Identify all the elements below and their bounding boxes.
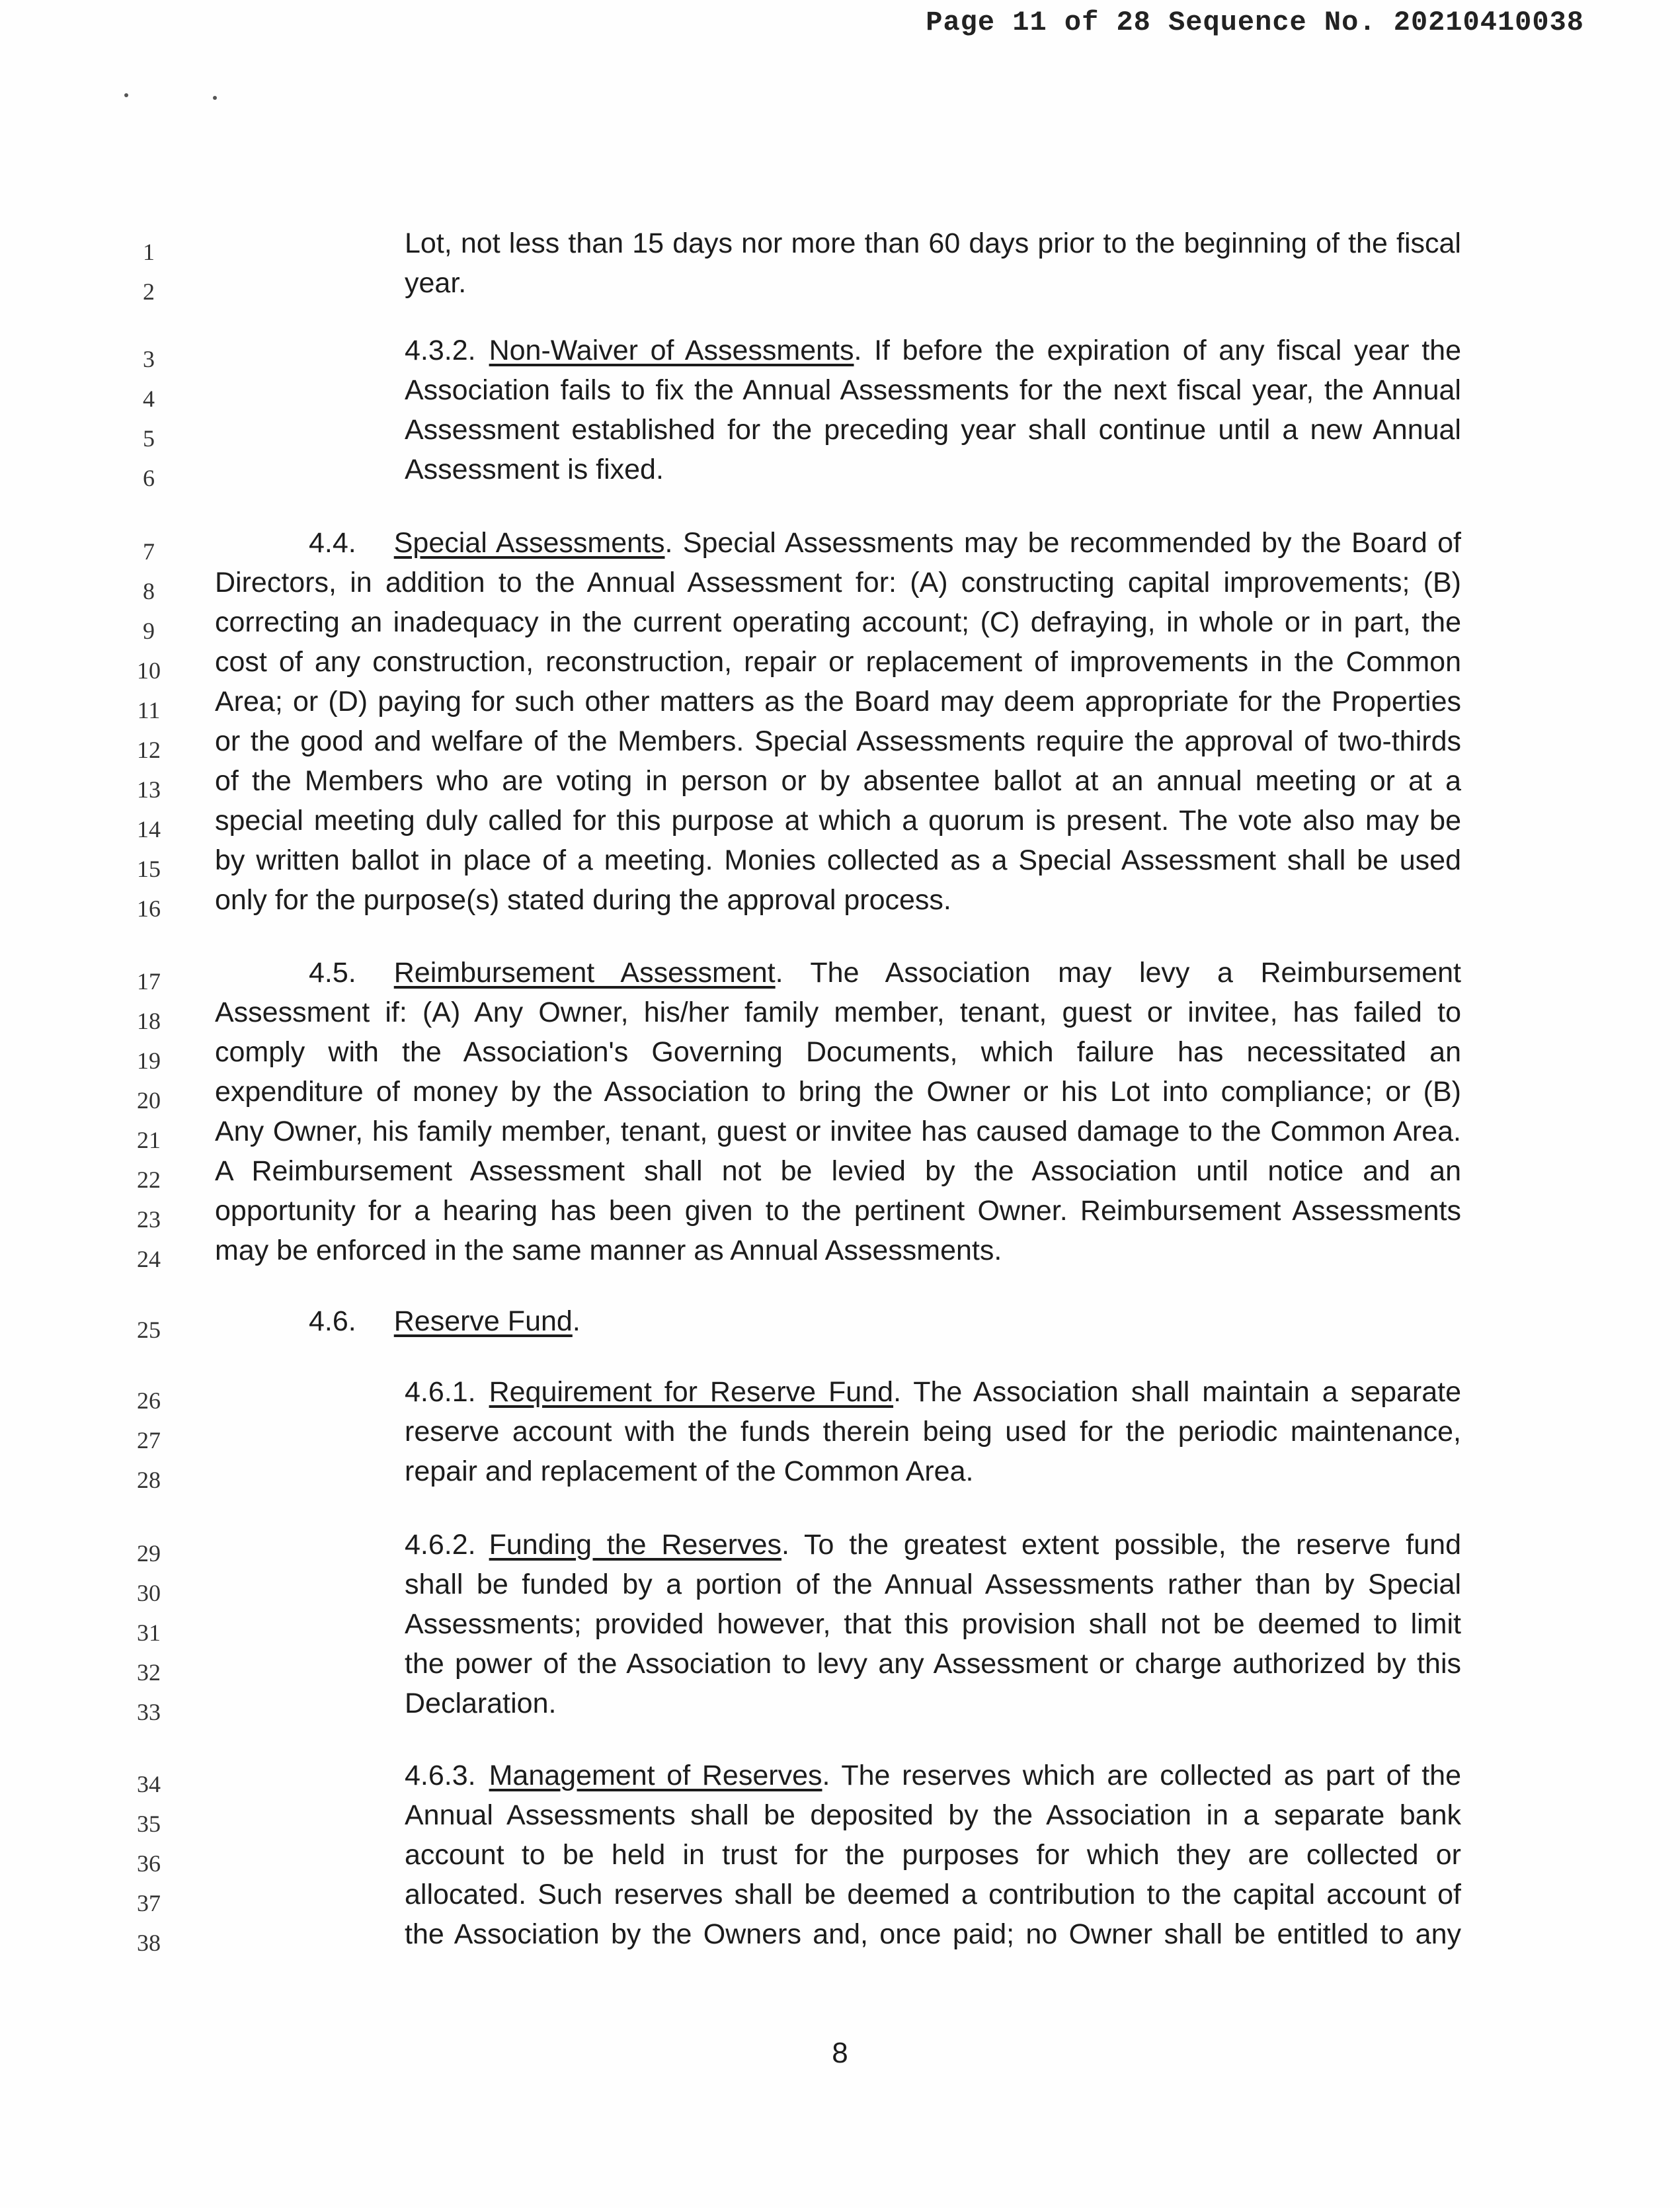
line-number: 36	[137, 1850, 161, 1877]
section-number: 4.6.	[309, 1305, 356, 1337]
section-heading-4-5	[215, 959, 1461, 987]
section-title: Reserve Fund	[393, 1305, 573, 1337]
line-number: 11	[137, 697, 161, 723]
line-number: 27	[137, 1427, 161, 1453]
text-line: Assessment established for the preceding year shall continue until a new Annual	[405, 414, 1461, 446]
line-number: 18	[137, 1008, 161, 1034]
text-line: comply with the Association's Governing Documents, which failure has necessitated an	[215, 1036, 1461, 1068]
line-number: 8	[143, 578, 155, 604]
section-text: . The Association may levy a Reimbursement	[775, 957, 1461, 989]
section-title: Requirement for Reserve Fund	[489, 1376, 894, 1408]
text-line: Assessment is fixed.	[405, 454, 664, 485]
scan-speck	[124, 93, 128, 97]
line-number: 35	[137, 1811, 161, 1837]
section-text: . Special Assessments may be recommended by the Board of	[664, 527, 1461, 559]
section-title: Special Assessments	[393, 527, 665, 559]
line-number: 13	[137, 776, 161, 803]
section-text: . To the greatest extent possible, the reserve fund	[781, 1529, 1461, 1561]
text-line: may be enforced in the same manner as Annual Assessments.	[215, 1235, 1002, 1266]
scan-speck	[213, 96, 217, 100]
line-number: 38	[137, 1930, 161, 1956]
text-line: Association fails to fix the Annual Assessments for the next fiscal year, the Annual	[405, 374, 1461, 406]
section-number: 4.3.2.	[405, 335, 476, 366]
text-line: opportunity for a hearing has been given to the pertinent Owner. Reimbursement Assessments	[215, 1195, 1461, 1227]
text-line: the Association by the Owners and, once paid; no Owner shall be entitled to any	[405, 1918, 1461, 1950]
text-line: Any Owner, his family member, tenant, guest or invitee has caused damage to the Common Area.	[215, 1116, 1461, 1147]
text-line: the power of the Association to levy any Assessment or charge authorized by this	[405, 1648, 1461, 1680]
line-number: 30	[137, 1580, 161, 1606]
text-line: reserve account with the funds therein being used for the periodic maintenance,	[405, 1416, 1461, 1448]
section-number: 4.6.1.	[405, 1376, 476, 1408]
line-number: 16	[137, 895, 161, 922]
section-title: Non-Waiver of Assessments	[489, 335, 854, 366]
page-header: Page 11 of 28 Sequence No. 20210410038	[926, 7, 1584, 38]
line-number: 15	[137, 856, 161, 882]
section-heading-4-6	[215, 1307, 580, 1336]
line-number: 23	[137, 1206, 161, 1233]
line-number: 9	[143, 618, 155, 644]
line-number: 33	[137, 1699, 161, 1725]
line-number: 7	[143, 538, 155, 565]
section-number: 4.6.2.	[405, 1529, 476, 1561]
line-number: 28	[137, 1467, 161, 1493]
line-number: 34	[137, 1771, 161, 1797]
section-text: . If before the expiration of any fiscal year the	[854, 335, 1462, 366]
text-line: account to be held in trust for the purposes for which they are collected or	[405, 1839, 1461, 1871]
page-number: 8	[832, 2037, 848, 2069]
line-number: 6	[143, 465, 155, 491]
line-number: 20	[137, 1087, 161, 1114]
text-line: shall be funded by a portion of the Annual Assessments rather than by Special	[405, 1569, 1461, 1600]
line-number: 25	[137, 1317, 161, 1343]
text-line: Annual Assessments shall be deposited by the Association in a separate bank	[405, 1799, 1461, 1831]
section-title: Reimbursement Assessment	[393, 957, 776, 989]
line-number: 1	[143, 239, 155, 265]
section-text: . The Association shall maintain a separate	[893, 1376, 1462, 1408]
section-text: .	[572, 1305, 580, 1337]
line-number: 26	[137, 1387, 161, 1414]
text-line: special meeting duly called for this purpose at which a quorum is present. The vote also may be	[215, 805, 1461, 837]
line-number: 4	[143, 386, 155, 412]
text-line: by written ballot in place of a meeting. Monies collected as a Special Assessment shall be used	[215, 844, 1461, 876]
line-number: 14	[137, 816, 161, 842]
section-title: Funding the Reserves	[489, 1529, 782, 1561]
section-text: . The reserves which are collected as part of the	[822, 1760, 1461, 1791]
section-heading-4-3-2	[405, 337, 1461, 365]
line-number: 22	[137, 1166, 161, 1193]
section-heading-4-6-3	[405, 1762, 1461, 1790]
line-number: 5	[143, 425, 155, 452]
line-number: 37	[137, 1890, 161, 1916]
line-number: 24	[137, 1246, 161, 1272]
text-line: or the good and welfare of the Members. Special Assessments require the approval of two-thirds	[215, 725, 1461, 757]
line-number: 10	[137, 657, 161, 684]
line-number: 3	[143, 346, 155, 372]
text-line: Assessments; provided however, that this provision shall not be deemed to limit	[405, 1608, 1461, 1640]
text-line: year.	[405, 267, 467, 299]
text-line: only for the purpose(s) stated during the approval process.	[215, 884, 951, 916]
text-line: correcting an inadequacy in the current operating account; (C) defraying, in whole or in part, the	[215, 606, 1461, 638]
section-heading-4-6-1	[405, 1378, 1461, 1407]
section-heading-4-6-2	[405, 1531, 1461, 1559]
text-line: Lot, not less than 15 days nor more than 60 days prior to the beginning of the fiscal	[405, 227, 1461, 259]
text-line: allocated. Such reserves shall be deemed a contribution to the capital account of	[405, 1879, 1461, 1910]
line-number: 2	[143, 278, 155, 305]
line-number: 12	[137, 737, 161, 763]
line-number: 17	[137, 968, 161, 995]
section-number: 4.6.3.	[405, 1760, 476, 1791]
section-heading-4-4	[215, 529, 1461, 557]
text-line: cost of any construction, reconstruction, repair or replacement of improvements in the Common	[215, 646, 1461, 678]
line-number: 19	[137, 1047, 161, 1074]
text-line: A Reimbursement Assessment shall not be levied by the Association until notice and an	[215, 1155, 1461, 1187]
section-title: Management of Reserves	[489, 1760, 822, 1791]
text-line: Directors, in addition to the Annual Assessment for: (A) constructing capital improvements; (B)	[215, 567, 1461, 598]
section-number: 4.4.	[309, 527, 356, 559]
text-line: Declaration.	[405, 1688, 557, 1719]
text-line: expenditure of money by the Association to bring the Owner or his Lot into compliance; or (B)	[215, 1076, 1461, 1108]
text-line: Assessment if: (A) Any Owner, his/her family member, tenant, guest or invitee, has failed to	[215, 997, 1461, 1028]
text-line: repair and replacement of the Common Area.	[405, 1455, 974, 1487]
line-number: 29	[137, 1540, 161, 1567]
text-line: Area; or (D) paying for such other matters as the Board may deem appropriate for the Properties	[215, 686, 1461, 717]
line-number: 31	[137, 1619, 161, 1646]
text-line: of the Members who are voting in person or by absentee ballot at an annual meeting or at a	[215, 765, 1461, 797]
line-number: 21	[137, 1127, 161, 1153]
section-number: 4.5.	[309, 957, 356, 989]
line-number: 32	[137, 1659, 161, 1686]
